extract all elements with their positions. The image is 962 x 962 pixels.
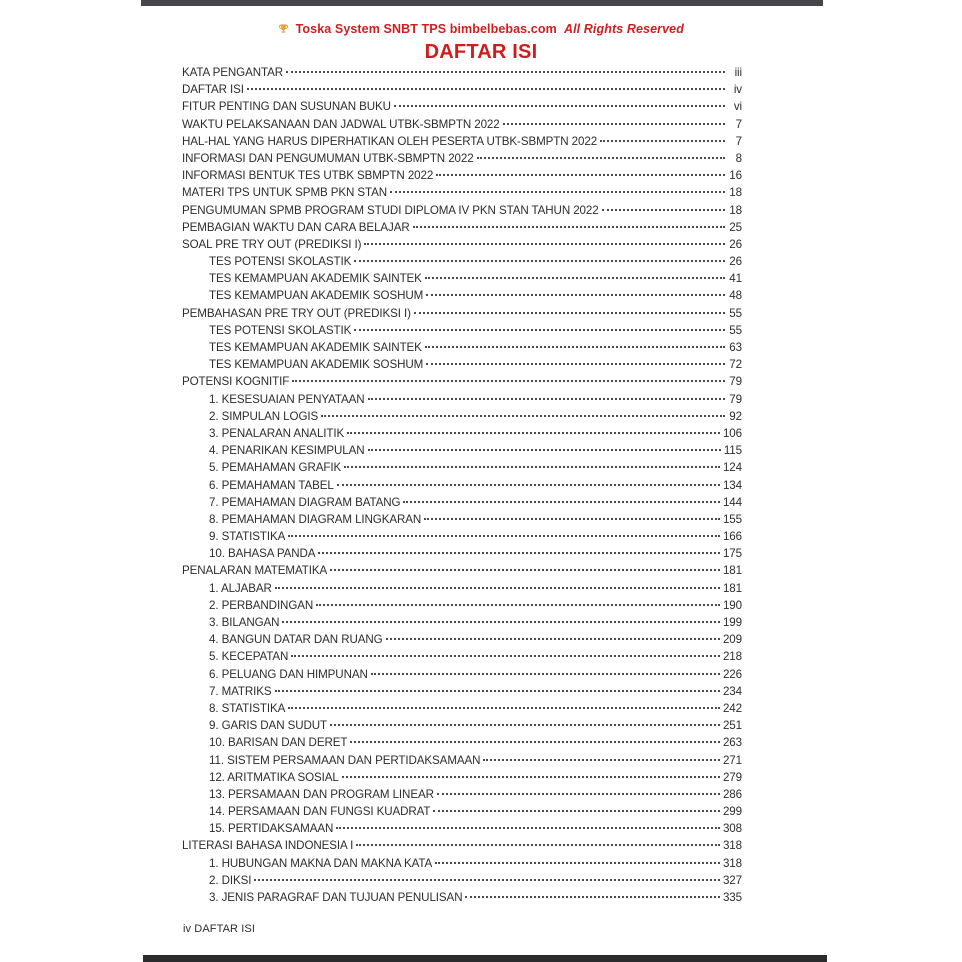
toc-entry-label: 5. KECEPATAN xyxy=(209,650,289,664)
dot-leader xyxy=(424,518,720,520)
toc-entry-label: 11. SISTEM PERSAMAAN DAN PERTIDAKSAMAAN xyxy=(209,753,481,767)
toc-entry-label: TES KEMAMPUAN AKADEMIK SOSHUM xyxy=(209,289,424,303)
toc-entry xyxy=(182,496,742,513)
toc-entry-label: 1. HUBUNGAN MAKNA DAN MAKNA KATA xyxy=(209,856,433,870)
dot-leader xyxy=(477,157,725,159)
dot-leader xyxy=(426,363,725,365)
toc-entry xyxy=(182,513,742,530)
toc-entry-page: 299 xyxy=(722,805,742,819)
toc-entry xyxy=(182,582,742,599)
toc-entry xyxy=(182,307,742,324)
dot-leader xyxy=(330,569,720,571)
dot-leader xyxy=(275,587,720,589)
toc-entry-page: 16 xyxy=(729,169,742,183)
toc-entry-page: 318 xyxy=(722,856,742,870)
toc-entry xyxy=(182,221,742,238)
dot-leader xyxy=(344,466,720,468)
dot-leader xyxy=(354,260,725,262)
toc-entry xyxy=(182,685,742,702)
toc-entry-label: TES KEMAMPUAN AKADEMIK SOSHUM xyxy=(209,358,424,372)
toc-entry-page: iv xyxy=(733,83,742,97)
toc-entry-label: 4. PENARIKAN KESIMPULAN xyxy=(209,444,365,458)
toc-entry-page: 7 xyxy=(735,117,742,131)
toc-entry xyxy=(182,289,742,306)
dot-leader xyxy=(288,707,720,709)
toc-entry-label: PENGUMUMAN SPMB PROGRAM STUDI DIPLOMA IV PKN STAN TAHUN 2022 xyxy=(182,203,599,217)
dot-leader xyxy=(600,140,725,142)
trophy-icon xyxy=(278,23,289,37)
toc-entry xyxy=(182,83,742,100)
dot-leader xyxy=(413,226,725,228)
toc-entry-page: 26 xyxy=(729,237,742,251)
toc-entry xyxy=(182,461,742,478)
dot-leader xyxy=(254,879,720,881)
toc-entry xyxy=(182,616,742,633)
toc-entry-page: 286 xyxy=(722,787,742,801)
toc-entry-page: 271 xyxy=(722,753,742,767)
toc-entry-page: 18 xyxy=(729,203,742,217)
toc-entry xyxy=(182,547,742,564)
dot-leader xyxy=(347,432,720,434)
toc-entry-label: 2. DIKSI xyxy=(209,873,252,887)
toc-entry-label: 6. PEMAHAMAN TABEL xyxy=(209,478,334,492)
toc-entry xyxy=(182,135,742,152)
toc-entry-page: 63 xyxy=(729,341,742,354)
toc-entry-page: 226 xyxy=(722,667,742,681)
dot-leader xyxy=(433,810,720,812)
toc-entry-page: 144 xyxy=(722,495,742,509)
toc-entry-label: 1. KESESUAIAN PENYATAAN xyxy=(209,392,365,406)
toc-entry-label: DAFTAR ISI xyxy=(182,83,244,97)
rights-reserved-text: All Rights Reserved xyxy=(563,22,684,36)
dot-leader xyxy=(354,329,725,331)
table-of-contents xyxy=(182,66,742,908)
toc-entry-label: 10. BARISAN DAN DERET xyxy=(209,736,348,750)
dot-leader xyxy=(247,88,725,90)
toc-entry-page: 55 xyxy=(729,306,742,320)
dot-leader xyxy=(368,398,725,400)
toc-entry xyxy=(182,805,742,822)
toc-entry xyxy=(182,375,742,392)
toc-entry xyxy=(182,427,742,444)
toc-entry-page: 25 xyxy=(729,220,742,234)
dot-leader xyxy=(403,501,720,503)
toc-entry xyxy=(182,444,742,461)
page-bottom-edge xyxy=(143,955,827,962)
toc-entry-page: 335 xyxy=(722,891,742,904)
toc-entry-label: MATERI TPS UNTUK SPMB PKN STAN xyxy=(182,186,388,200)
toc-entry xyxy=(182,66,742,83)
dot-leader xyxy=(318,552,720,554)
toc-entry-label: 14. PERSAMAAN DAN FUNGSI KUADRAT xyxy=(209,805,431,819)
toc-entry-label: 8. PEMAHAMAN DIAGRAM LINGKARAN xyxy=(209,512,422,526)
dot-leader xyxy=(435,862,720,864)
toc-entry-page: 48 xyxy=(729,289,742,303)
toc-entry-label: TES KEMAMPUAN AKADEMIK SAINTEK xyxy=(209,272,422,286)
dot-leader xyxy=(330,724,720,726)
toc-entry-page: 92 xyxy=(729,409,742,423)
toc-entry xyxy=(182,874,742,891)
toc-entry xyxy=(182,410,742,427)
toc-entry xyxy=(182,599,742,616)
dot-leader xyxy=(425,346,725,348)
toc-entry-label: INFORMASI BENTUK TES UTBK SBMPTN 2022 xyxy=(182,169,434,183)
toc-entry-page: 308 xyxy=(722,822,742,836)
dot-leader xyxy=(465,896,719,898)
toc-entry xyxy=(182,891,742,908)
toc-entry-label: 8. STATISTIKA xyxy=(209,701,286,715)
toc-entry xyxy=(182,719,742,736)
toc-entry-label: KATA PENGANTAR xyxy=(182,66,284,79)
toc-entry-page: 26 xyxy=(729,255,742,269)
dot-leader xyxy=(288,535,720,537)
dot-leader xyxy=(503,123,725,125)
dot-leader xyxy=(426,294,725,296)
toc-entry-label: 6. PELUANG DAN HIMPUNAN xyxy=(209,667,368,681)
toc-entry-page: 190 xyxy=(722,598,742,612)
toc-entry-page: 263 xyxy=(722,736,742,750)
page-top-edge xyxy=(141,0,823,6)
toc-entry xyxy=(182,393,742,410)
toc-entry xyxy=(182,186,742,203)
toc-entry-label: 3. PENALARAN ANALITIK xyxy=(209,426,345,440)
toc-entry-label: 9. STATISTIKA xyxy=(209,530,286,544)
toc-entry-label: PENALARAN MATEMATIKA xyxy=(182,564,328,578)
toc-entry-page: 181 xyxy=(722,581,742,595)
toc-entry xyxy=(182,633,742,650)
toc-entry-label: PEMBAGIAN WAKTU DAN CARA BELAJAR xyxy=(182,220,410,234)
toc-entry-label: WAKTU PELAKSANAAN DAN JADWAL UTBK-SBMPTN 2022 xyxy=(182,117,500,131)
toc-entry-label: 1. ALJABAR xyxy=(209,581,272,595)
toc-entry-label: 5. PEMAHAMAN GRAFIK xyxy=(209,461,342,475)
toc-entry-page: 155 xyxy=(722,512,742,526)
toc-entry-page: 218 xyxy=(722,650,742,664)
toc-entry-label: 13. PERSAMAAN DAN PROGRAM LINEAR xyxy=(209,787,434,801)
toc-entry-label: HAL-HAL YANG HARUS DIPERHATIKAN OLEH PESERTA UTBK-SBMPTN 2022 xyxy=(182,134,598,148)
toc-entry xyxy=(182,255,742,272)
toc-entry xyxy=(182,530,742,547)
toc-entry-page: 166 xyxy=(722,530,742,544)
toc-entry-label: TES KEMAMPUAN AKADEMIK SAINTEK xyxy=(209,341,422,354)
toc-entry-page: 124 xyxy=(722,461,742,475)
toc-entry xyxy=(182,324,742,341)
page-title: DAFTAR ISI xyxy=(424,41,538,63)
toc-entry xyxy=(182,668,742,685)
toc-entry xyxy=(182,204,742,221)
toc-entry xyxy=(182,100,742,117)
toc-entry-label: 9. GARIS DAN SUDUT xyxy=(209,719,328,733)
toc-entry xyxy=(182,736,742,753)
dot-leader xyxy=(275,690,720,692)
toc-entry-page: 234 xyxy=(722,684,742,698)
toc-entry xyxy=(182,169,742,186)
toc-entry-label: INFORMASI DAN PENGUMUMAN UTBK-SBMPTN 2022 xyxy=(182,151,474,165)
dot-leader xyxy=(437,793,720,795)
toc-entry-page: 327 xyxy=(722,873,742,887)
toc-entry-label: TES POTENSI SKOLASTIK xyxy=(209,255,352,269)
toc-entry xyxy=(182,479,742,496)
toc-entry-page: 8 xyxy=(735,151,742,165)
toc-entry xyxy=(182,152,742,169)
toc-entry-page: 209 xyxy=(722,633,742,647)
toc-entry-page: 318 xyxy=(722,839,742,853)
dot-leader xyxy=(350,741,720,743)
toc-entry-label: TES POTENSI SKOLASTIK xyxy=(209,323,352,337)
toc-entry-page: 55 xyxy=(729,323,742,337)
toc-entry-page: 79 xyxy=(729,392,742,406)
dot-leader xyxy=(368,449,721,451)
toc-entry-label: 3. JENIS PARAGRAF DAN TUJUAN PENULISAN xyxy=(209,891,463,904)
dot-leader xyxy=(342,776,720,778)
toc-entry-page: 7 xyxy=(735,134,742,148)
toc-entry xyxy=(182,754,742,771)
toc-entry-label: 3. BILANGAN xyxy=(209,616,280,629)
toc-entry-page: iii xyxy=(734,66,742,79)
toc-entry-label: 15. PERTIDAKSAMAAN xyxy=(209,822,334,836)
toc-entry xyxy=(182,358,742,375)
toc-entry-label: PEMBAHASAN PRE TRY OUT (PREDIKSI I) xyxy=(182,306,411,320)
toc-entry xyxy=(182,822,742,839)
toc-entry-page: 251 xyxy=(722,719,742,733)
dot-leader xyxy=(425,277,725,279)
dot-leader xyxy=(291,655,720,657)
toc-entry-page: 199 xyxy=(722,616,742,629)
dot-leader xyxy=(321,415,725,417)
toc-entry-label: 12. ARITMATIKA SOSIAL xyxy=(209,770,339,784)
toc-entry-page: 18 xyxy=(729,186,742,200)
toc-entry-page: 41 xyxy=(729,272,742,286)
toc-entry xyxy=(182,771,742,788)
toc-entry xyxy=(182,857,742,874)
toc-entry xyxy=(182,238,742,255)
toc-entry-page: 242 xyxy=(722,701,742,715)
toc-entry-label: SOAL PRE TRY OUT (PREDIKSI I) xyxy=(182,237,362,251)
toc-entry-page: 134 xyxy=(722,478,742,492)
dot-leader xyxy=(316,604,720,606)
dot-leader xyxy=(356,844,720,846)
dot-leader xyxy=(371,673,720,675)
toc-entry xyxy=(182,650,742,667)
toc-entry-page: 181 xyxy=(722,564,742,578)
toc-entry-label: POTENSI KOGNITIF xyxy=(182,375,290,389)
toc-entry-page: vi xyxy=(733,100,742,114)
dot-leader xyxy=(282,621,720,623)
dot-leader xyxy=(414,312,725,314)
toc-entry xyxy=(182,118,742,135)
page-footer: iv DAFTAR ISI xyxy=(183,923,255,935)
toc-entry-label: 7. PEMAHAMAN DIAGRAM BATANG xyxy=(209,495,401,509)
dot-leader xyxy=(483,759,720,761)
dot-leader xyxy=(436,174,725,176)
toc-entry-page: 115 xyxy=(723,444,742,458)
toc-entry-page: 79 xyxy=(729,375,742,389)
toc-entry-label: LITERASI BAHASA INDONESIA I xyxy=(182,839,354,853)
toc-entry xyxy=(182,788,742,805)
toc-entry xyxy=(182,839,742,856)
dot-leader xyxy=(336,827,720,829)
toc-entry xyxy=(182,272,742,289)
dot-leader xyxy=(292,380,725,382)
toc-entry-label: 7. MATRIKS xyxy=(209,684,272,698)
toc-entry xyxy=(182,564,742,581)
toc-entry-label: FITUR PENTING DAN SUSUNAN BUKU xyxy=(182,100,391,114)
brand-text: Toska System SNBT TPS bimbelbebas.com xyxy=(295,22,557,36)
dot-leader xyxy=(602,209,725,211)
dot-leader xyxy=(337,484,720,486)
dot-leader xyxy=(364,243,725,245)
copyright-header xyxy=(0,22,962,37)
dot-leader xyxy=(386,638,720,640)
toc-entry-label: 4. BANGUN DATAR DAN RUANG xyxy=(209,633,383,647)
dot-leader xyxy=(390,191,725,193)
dot-leader xyxy=(286,71,725,73)
toc-entry xyxy=(182,702,742,719)
toc-entry-page: 72 xyxy=(729,358,742,372)
toc-entry-page: 279 xyxy=(722,770,742,784)
toc-entry-label: 2. SIMPULAN LOGIS xyxy=(209,409,319,423)
toc-entry-page: 106 xyxy=(722,426,742,440)
toc-entry-page: 175 xyxy=(722,547,742,561)
toc-entry-label: 2. PERBANDINGAN xyxy=(209,598,314,612)
toc-entry-label: 10. BAHASA PANDA xyxy=(209,547,316,561)
toc-entry xyxy=(182,341,742,358)
dot-leader xyxy=(394,105,725,107)
